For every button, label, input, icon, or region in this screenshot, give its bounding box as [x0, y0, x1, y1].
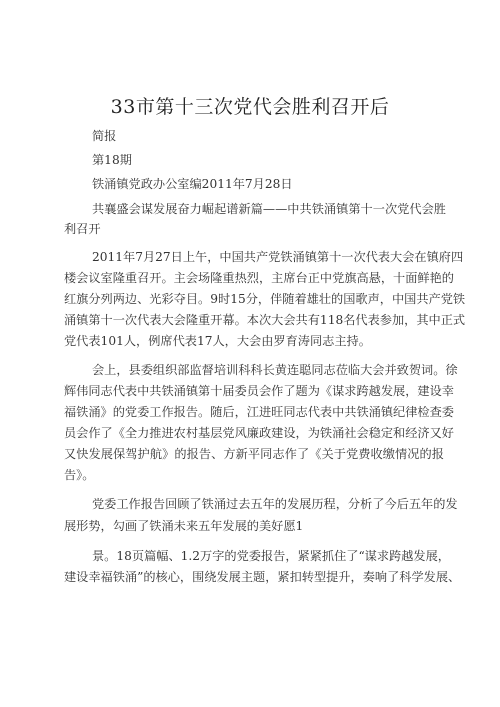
- paragraph-line: 又快发展保驾护航》的报告、方新平同志作了《关于党费收缴情况的报: [64, 447, 444, 461]
- editor-line: 铁涌镇党政办公室编2011年7月28日: [92, 177, 293, 191]
- paragraph-line: 红旗分列两边、光彩夺目。9时15分，伴随着雄壮的国歌声，中国共产党铁: [64, 292, 466, 306]
- paragraph-line: 党委工作报告回顾了铁涌过去五年的发展历程，分析了今后五年的发: [92, 497, 458, 511]
- headline-line: 共襄盛会谋发展奋力崛起谱新篇——中共铁涌镇第十一次党代会胜: [92, 202, 446, 216]
- paragraph-line: 楼会议室隆重召开。主会场隆重热烈，主席台正中党旗高悬，十面鲜艳的: [64, 271, 454, 285]
- paragraph-line: 2011年7月27日上午，中国共产党铁涌镇第十一次代表大会在镇府四: [92, 250, 464, 264]
- paragraph-line: 员会作了《全力推进农村基层党风廉政建设，为铁涌社会稳定和经济又好: [64, 426, 454, 440]
- doc-type: 简报: [92, 129, 117, 143]
- paragraph-line: 会上，县委组织部监督培训科科长黄连聪同志莅临大会并致贺词。徐: [92, 363, 458, 377]
- paragraph-line: 涌镇第十一次代表大会隆重开幕。本次大会共有118名代表参加，其中正式: [64, 313, 466, 327]
- paragraph-line: 景。18页篇幅、1.2万字的党委报告，紧紧抓住了“谋求跨越发展，: [92, 549, 450, 563]
- paragraph-line: 党代表101人，例席代表17人，大会由罗育涛同志主持。: [64, 334, 371, 348]
- headline-line: 利召开: [64, 222, 101, 236]
- paragraph-line: 辉伟同志代表中共铁涌镇第十届委员会作了题为《谋求跨越发展，建设幸: [64, 384, 454, 398]
- issue-number: 第18期: [92, 153, 132, 167]
- document-title: 33市第十三次党代会胜利召开后: [110, 96, 390, 118]
- paragraph-line: 告》。: [64, 468, 95, 482]
- paragraph-line: 福铁涌》的党委工作报告。随后，江进旺同志代表中共铁涌镇纪律检查委: [64, 405, 454, 419]
- paragraph-line: 建设幸福铁涌”的核心，围绕发展主题，紧扣转型提升，奏响了科学发展、: [64, 570, 461, 584]
- paragraph-line: 展形势，勾画了铁涌未来五年发展的美好愿1: [64, 519, 304, 533]
